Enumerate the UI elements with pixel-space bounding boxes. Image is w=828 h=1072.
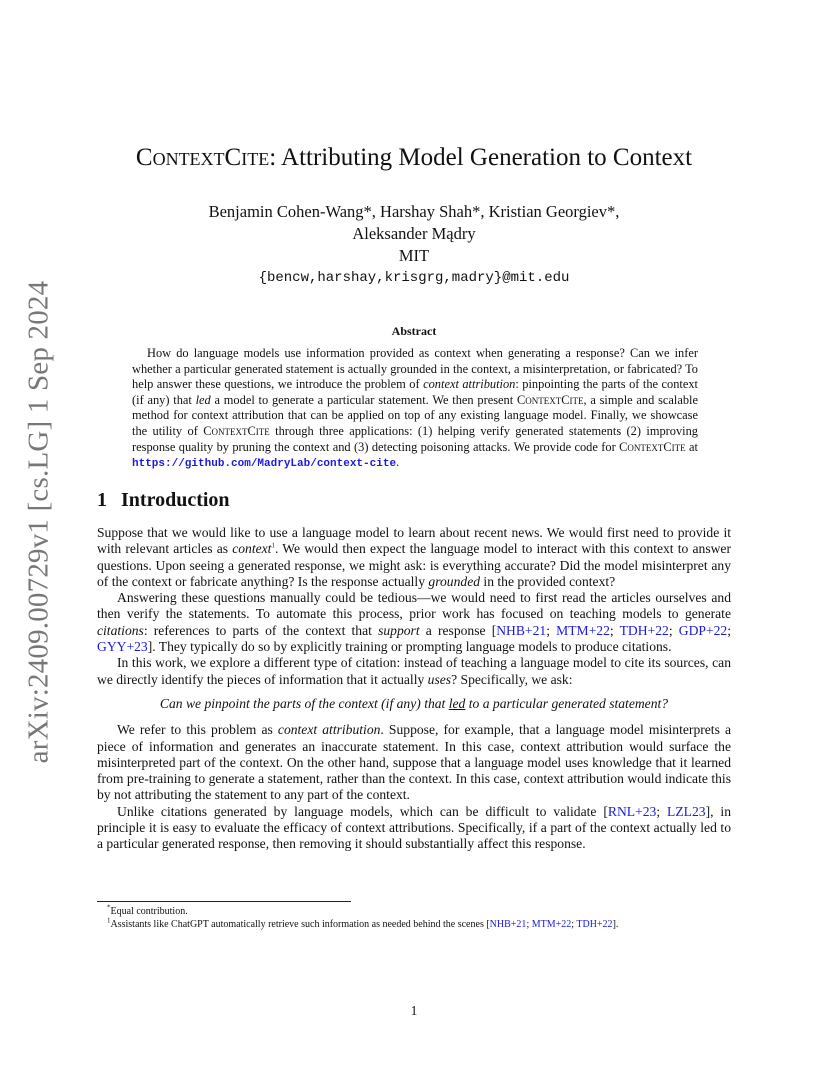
citation-link[interactable]: LZL23 xyxy=(667,803,706,819)
footnote-equal-contribution xyxy=(97,905,757,918)
question-text: Can we pinpoint the parts of the context (if any) that xyxy=(159,695,449,711)
abstract-text: , a simple and scalable method for context attribution that can be applied on top of any existing language model. Finally, we showcase the utility of xyxy=(132,392,698,438)
citation-link[interactable]: NHB+21 xyxy=(496,622,547,638)
footnote-text: Assistants like ChatGPT automatically retrieve such information as needed behind the scenes [ xyxy=(110,919,490,930)
body-emphasis: citations xyxy=(97,622,144,638)
body-text: . Suppose, for example, that a language model misinterprets a piece of information and generates an inaccurate statement. In this case, context attribution would surface the misinterpreted part of the context. On the other hand, suppose that a language model uses knowledge that it learned from pre-training to generate a statement, rather than the context. In this case, context attribution would indicate this by not attributing the statement to any part of the context. xyxy=(97,722,732,803)
footnote-text: Equal contribution. xyxy=(110,906,188,917)
body-text: ? Specifically, we ask: xyxy=(451,671,573,687)
author-block xyxy=(90,201,738,289)
body-emphasis: context attribution xyxy=(277,722,381,738)
body-text: In this work, we explore a different type of citation: instead of teaching a language model to cite its sources, can we directly identify the pieces of information that it actually xyxy=(97,655,731,687)
affiliation: MIT xyxy=(398,246,430,265)
body-text: in the provided context? xyxy=(480,573,616,589)
citation-link[interactable]: MTM+22 xyxy=(531,919,572,930)
citation-link[interactable]: GYY+23 xyxy=(97,639,148,655)
abstract-emphasis: led xyxy=(195,392,211,407)
paper-title xyxy=(90,144,738,172)
footnote-mark: 1 xyxy=(107,916,111,925)
title-method-name: ContextCite xyxy=(135,144,270,171)
introduction-body xyxy=(97,525,731,853)
section-title: Introduction xyxy=(121,489,230,511)
section-heading-introduction xyxy=(97,489,230,512)
footnote-ref-1[interactable]: 1 xyxy=(271,541,275,550)
method-name: ContextCite xyxy=(619,439,686,454)
body-emphasis: context xyxy=(232,541,272,557)
code-repository-link[interactable]: https://github.com/MadryLab/context-cite xyxy=(132,458,397,471)
body-text: We refer to this problem as xyxy=(117,722,278,738)
body-emphasis: support xyxy=(378,622,420,638)
footnote-text: ]. xyxy=(612,919,619,930)
intro-paragraph-1 xyxy=(97,525,731,590)
abstract-emphasis: context attribution xyxy=(423,377,516,392)
abstract-text: . xyxy=(396,455,400,470)
body-text: a response [ xyxy=(419,622,497,638)
abstract-text: through three applications: (1) helping verify generated statements (2) improving response quality by pruning the context and (3) detecting poisoning attacks. We provide code for xyxy=(132,423,698,454)
footnotes xyxy=(97,905,757,931)
abstract-text: How do language models use information provided as context when generating a response? Can we infer whether a particular generated statement is actually grounded in the context, a misinterpretation, or fabricated? To help answer these questions, we introduce the problem of xyxy=(132,346,698,392)
citation-link[interactable]: MTM+22 xyxy=(556,622,610,638)
question-text: to a particular generated statement? xyxy=(465,695,669,711)
question-underlined: led xyxy=(448,695,466,711)
abstract-paragraph xyxy=(132,346,698,473)
section-number: 1 xyxy=(97,489,107,511)
body-text: Unlike citations generated by language models, which can be difficult to validate [ xyxy=(117,803,608,819)
intro-paragraph-2: Answering these questions manually could be tedious—we would need to first read the articles ourselves and then verify the statements. To automate this process, prior work has focused on teaching models to generate citations: references to parts of the context that support a response [NHB+21; MTM+22; TDH+22; GDP+22; GYY+23]. They typically do so by explicitly training or prompting language models to produce citations. xyxy=(97,590,732,655)
body-emphasis: grounded xyxy=(428,573,481,589)
abstract-text: : pinpointing the parts of the context (if any) that xyxy=(132,377,698,407)
abstract-text: a model to generate a particular statement. We then present xyxy=(210,392,517,407)
arxiv-sidebar xyxy=(20,280,58,764)
abstract-body xyxy=(132,346,698,473)
method-name: ContextCite xyxy=(516,392,584,407)
intro-paragraph-5: Unlike citations generated by language models, which can be difficult to validate [RNL+23; LZL23], in principle it is easy to evaluate the efficacy of context attributions. Specifically, if a part of the context actually led to a particular generated response, then removing it should substantially affect this response. xyxy=(97,803,731,852)
body-emphasis: uses xyxy=(427,671,452,687)
page-number: 1 xyxy=(410,1003,418,1018)
author-line-1: Benjamin Cohen-Wang*, Harshay Shah*, Kristian Georgiev*, xyxy=(208,202,620,221)
body-text: Answering these questions manually could be tedious—we would need to first read the articles ourselves and then verify the statements. To automate this process, prior work has focused on teaching models to generate xyxy=(97,590,731,622)
citation-link[interactable]: NHB+21 xyxy=(489,919,527,930)
body-text: Suppose that we would like to use a language model to learn about recent news. We would first need to provide it with relevant articles as xyxy=(97,525,731,557)
citation-link[interactable]: TDH+22 xyxy=(619,622,669,638)
research-question xyxy=(97,696,731,712)
author-line-2: Aleksander Mądry xyxy=(352,224,476,243)
abstract-text: at xyxy=(685,439,698,454)
author-emails: {bencw,harshay,krisgrg,madry}@mit.edu xyxy=(258,270,570,286)
intro-paragraph-3 xyxy=(97,655,731,688)
title-rest: : Attributing Model Generation to Context xyxy=(269,144,693,171)
body-text: ]. They typically do so by explicitly training or prompting language models to produce citations. xyxy=(147,639,672,655)
abstract-heading: Abstract xyxy=(391,324,437,338)
footnote-mark: * xyxy=(107,903,111,912)
arxiv-identifier: arXiv:2409.00729v1 [cs.LG] 1 Sep 2024 xyxy=(22,280,55,764)
footnote-divider xyxy=(97,901,351,902)
body-text: . We would then expect the language model to interact with this context to answer questions. Upon seeing a generated response, we might ask: is everything accurate? Did the model misinterpret any of the context or fabricate anything? Is the response actually xyxy=(97,541,731,589)
method-name: ContextCite xyxy=(203,423,270,438)
intro-paragraph-4 xyxy=(97,722,731,803)
body-text: : references to parts of the context that xyxy=(143,622,379,638)
body-text: ], in principle it is easy to evaluate the efficacy of context attributions. Specifically, if a part of the context actually led to a particular generated response, then removing it should substantially affect this response. xyxy=(97,803,731,852)
citation-link[interactable]: GDP+22 xyxy=(678,622,728,638)
citation-link[interactable]: TDH+22 xyxy=(576,919,613,930)
citation-link[interactable]: RNL+23 xyxy=(607,803,657,819)
footnote-1: $^1$Assistants like ChatGPT automatically retrieve such information as needed behind the scenes [NHB+21; MTM+22; TDH+22]. xyxy=(107,916,619,930)
